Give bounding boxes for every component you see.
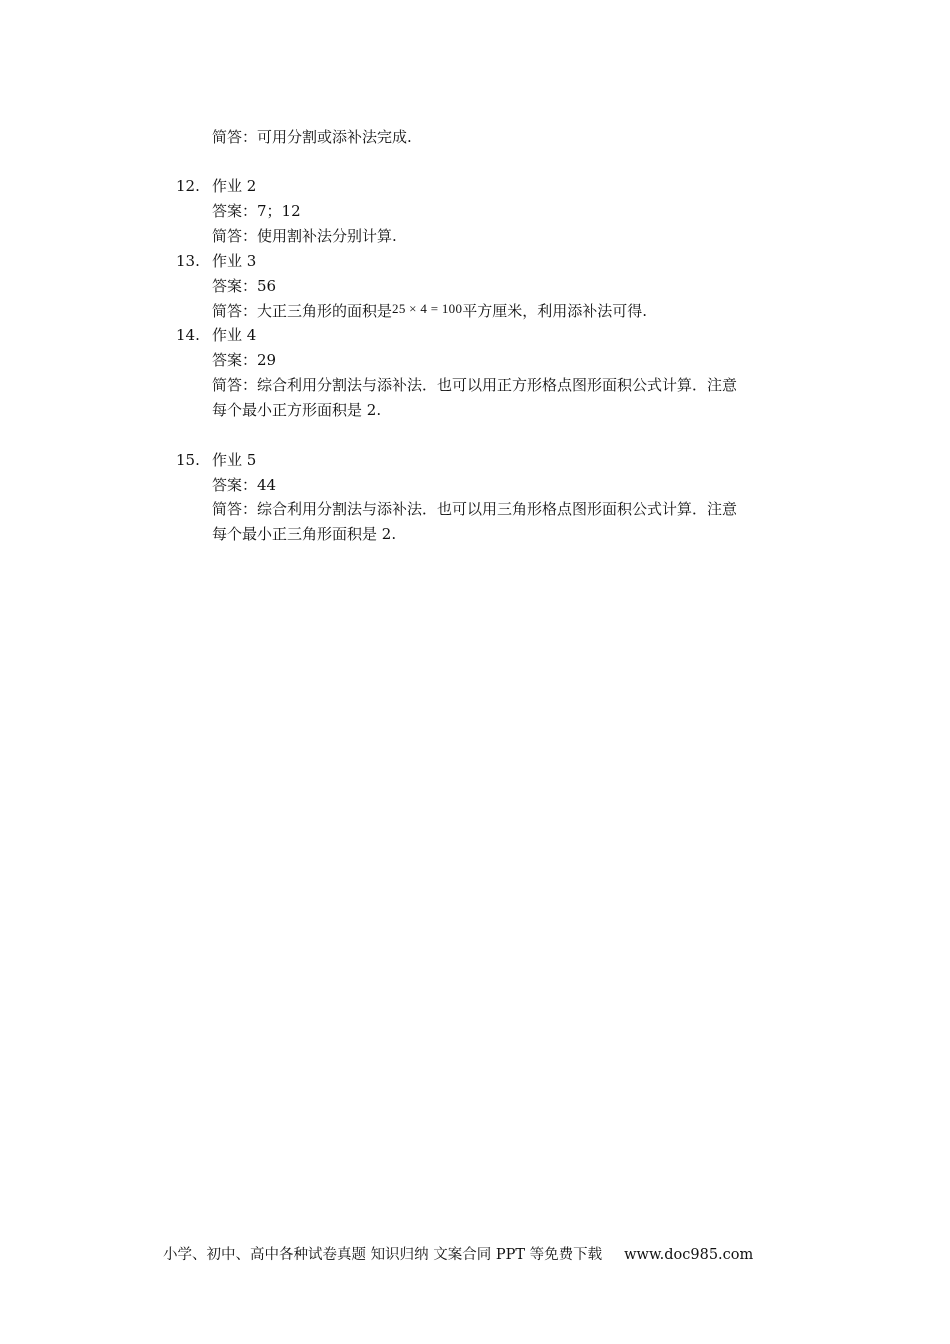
item-brief-line1: 简答：综合利用分割法与添补法．也可以用正方形格点图形面积公式计算．注意	[212, 376, 738, 394]
item-answer: 答案：7；12	[212, 202, 301, 220]
item-brief-line2: 每个最小正三角形面积是 2.	[212, 525, 397, 543]
item-number: 12.	[176, 177, 200, 195]
item-title: 作业 4	[212, 326, 257, 344]
item-number: 13.	[176, 252, 200, 270]
item-number: 14.	[176, 326, 200, 344]
item-answer: 答案：29	[212, 351, 277, 369]
footer-text: 小学、初中、高中各种试卷真题 知识归纳 文案合同 PPT 等免费下载	[163, 1247, 603, 1263]
item-answer: 答案：56	[212, 277, 277, 295]
item-answer: 答案：44	[212, 476, 277, 494]
area-formula: 25 × 4 = 100	[392, 301, 463, 316]
brief-prefix: 简答：大正三角形的面积是	[212, 302, 393, 320]
item-brief-line2: 每个最小正方形面积是 2.	[212, 401, 382, 419]
item-number: 15.	[176, 451, 200, 469]
top-brief-note: 简答：可用分割或添补法完成.	[212, 128, 412, 146]
item-brief: 简答：使用割补法分别计算.	[212, 227, 397, 245]
item-brief-line1: 简答：综合利用分割法与添补法．也可以用三角形格点图形面积公式计算．注意	[212, 500, 738, 518]
item-title: 作业 5	[212, 451, 257, 469]
brief-suffix: 平方厘米，利用添补法可得.	[462, 302, 648, 320]
item-brief	[212, 302, 647, 321]
footer-url[interactable]: www.doc985.com	[624, 1247, 754, 1263]
item-title: 作业 3	[212, 252, 257, 270]
page-footer	[163, 1246, 753, 1264]
item-title: 作业 2	[212, 177, 257, 195]
